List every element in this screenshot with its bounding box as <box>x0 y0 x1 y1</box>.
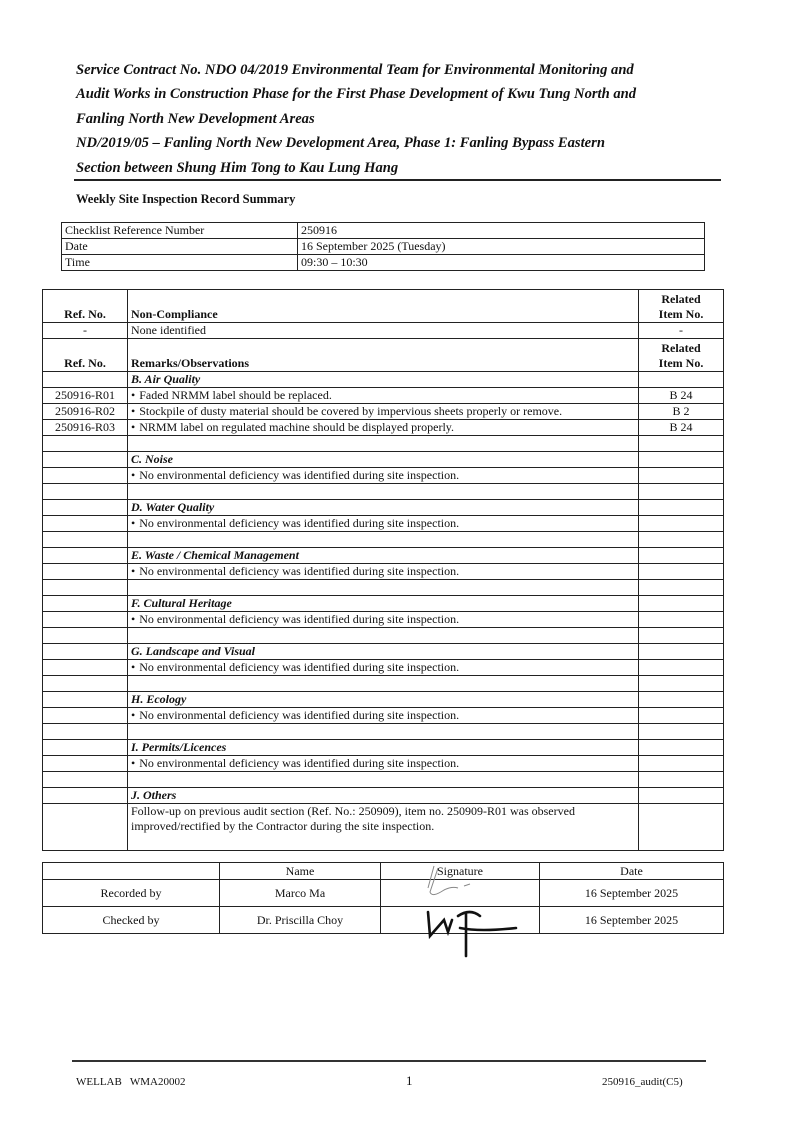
footer-divider <box>72 1060 706 1062</box>
empty-cell <box>43 740 128 756</box>
empty-cell <box>128 772 639 788</box>
section-title-row <box>43 548 724 564</box>
remark-cell <box>128 516 639 532</box>
empty-cell <box>639 804 724 851</box>
empty-cell <box>639 788 724 804</box>
empty-cell <box>43 644 128 660</box>
empty-cell <box>128 436 639 452</box>
empty-cell <box>639 500 724 516</box>
empty-cell <box>43 788 128 804</box>
item-cell <box>639 708 724 724</box>
item-cell: B 24 <box>639 388 724 404</box>
remarks-sections <box>43 372 724 788</box>
header-name: Name <box>220 863 381 880</box>
header-signature: Signature <box>381 863 540 880</box>
empty-cell <box>128 580 639 596</box>
remark-text: No environmental deficiency was identified during site inspection. <box>139 468 460 482</box>
empty-cell <box>128 676 639 692</box>
remark-row <box>43 612 724 628</box>
empty-cell <box>639 548 724 564</box>
empty-cell <box>639 772 724 788</box>
signature-cell <box>381 880 540 907</box>
bullet-icon <box>131 388 139 402</box>
info-label: Time <box>62 255 298 271</box>
section-title-row <box>43 692 724 708</box>
ref-cell <box>43 564 128 580</box>
info-row <box>62 255 705 271</box>
bullet-icon <box>131 708 139 722</box>
bullet-icon <box>131 420 139 434</box>
ref-cell: 250916-R01 <box>43 388 128 404</box>
info-row <box>62 223 705 239</box>
empty-cell <box>639 644 724 660</box>
bullet-icon <box>131 516 139 530</box>
empty-cell <box>43 532 128 548</box>
item-cell: B 2 <box>639 404 724 420</box>
empty-cell <box>639 596 724 612</box>
header-ref: Ref. No. <box>43 290 128 323</box>
signature-header-row <box>43 863 724 880</box>
bullet-icon <box>131 612 139 626</box>
ref-cell <box>43 468 128 484</box>
others-row <box>43 804 724 851</box>
spacer-row <box>43 532 724 548</box>
noncompliance-row <box>43 323 724 339</box>
signature-row <box>43 880 724 907</box>
header-related-item <box>639 339 724 372</box>
date-cell: 16 September 2025 <box>540 880 724 907</box>
section-title: B. Air Quality <box>128 372 639 388</box>
header-related-item <box>639 290 724 323</box>
remark-row <box>43 756 724 772</box>
empty-cell <box>639 484 724 500</box>
remarks-header <box>43 339 724 372</box>
item-cell <box>639 564 724 580</box>
remark-row <box>43 404 724 420</box>
spacer-row <box>43 724 724 740</box>
section-title-row <box>43 740 724 756</box>
section-title-row <box>43 452 724 468</box>
header-ref: Ref. No. <box>43 339 128 372</box>
empty-cell <box>639 724 724 740</box>
bullet-icon <box>131 468 139 482</box>
header-blank <box>43 863 220 880</box>
remark-text: Faded NRMM label should be replaced. <box>139 388 332 402</box>
empty-cell <box>639 372 724 388</box>
remark-text: NRMM label on regulated machine should be displayed properly. <box>139 420 455 434</box>
empty-cell <box>639 676 724 692</box>
empty-cell <box>43 692 128 708</box>
title-line: Service Contract No. NDO 04/2019 Environmental Team for Environmental Monitoring and <box>76 62 634 78</box>
remark-text: No environmental deficiency was identified during site inspection. <box>139 612 460 626</box>
signature-row <box>43 907 724 934</box>
footer-doc-ref: 250916_audit(C5) <box>602 1076 683 1088</box>
spacer-row <box>43 772 724 788</box>
ref-cell: 250916-R03 <box>43 420 128 436</box>
spacer-row <box>43 484 724 500</box>
header-related-line1: Related <box>661 292 701 306</box>
section-title: E. Waste / Chemical Management <box>128 548 639 564</box>
section-title: F. Cultural Heritage <box>128 596 639 612</box>
info-label: Date <box>62 239 298 255</box>
remark-row <box>43 468 724 484</box>
title-line: Fanling North New Development Areas <box>76 110 315 127</box>
remark-cell <box>128 660 639 676</box>
title-line: Audit Works in Construction Phase for the First Phase Development of Kwu Tung North and <box>76 86 637 103</box>
ref-cell: 250916-R02 <box>43 404 128 420</box>
item-cell <box>639 612 724 628</box>
info-value: 16 September 2025 (Tuesday) <box>298 239 705 255</box>
section-title: J. Others <box>128 788 639 804</box>
remark-text: No environmental deficiency was identified during site inspection. <box>139 660 460 674</box>
remark-text: Stockpile of dusty material should be covered by impervious sheets properly or remove. <box>139 404 563 418</box>
empty-cell <box>639 580 724 596</box>
spacer-row <box>43 676 724 692</box>
spacer-row <box>43 628 724 644</box>
remark-row <box>43 516 724 532</box>
bullet-icon <box>131 660 139 674</box>
empty-cell <box>43 724 128 740</box>
spacer-row <box>43 580 724 596</box>
remark-text: No environmental deficiency was identified during site inspection. <box>139 564 460 578</box>
empty-cell <box>43 804 128 851</box>
remark-row <box>43 420 724 436</box>
bullet-icon <box>131 756 139 770</box>
item-cell: B 24 <box>639 420 724 436</box>
empty-cell <box>43 628 128 644</box>
ref-cell <box>43 612 128 628</box>
others-text: Follow-up on previous audit section (Ref. No.: 250909), item no. 250909-R01 was observed improved/rectified by the Contractor during the site inspection. <box>128 804 639 851</box>
section-title: H. Ecology <box>128 692 639 708</box>
section-title-row <box>43 644 724 660</box>
empty-cell <box>43 500 128 516</box>
ref-cell <box>43 708 128 724</box>
footer-company: WELLAB WMA20002 <box>76 1076 186 1088</box>
header-divider <box>74 179 721 181</box>
empty-cell <box>43 484 128 500</box>
desc-cell: None identified <box>128 323 639 339</box>
header-remarks: Remarks/Observations <box>128 339 639 372</box>
empty-cell <box>639 740 724 756</box>
page-number: 1 <box>406 1073 413 1088</box>
section-title-row <box>43 500 724 516</box>
info-label: Checklist Reference Number <box>62 223 298 239</box>
empty-cell <box>639 532 724 548</box>
noncompliance-header <box>43 290 724 323</box>
remark-cell <box>128 388 639 404</box>
bullet-icon <box>131 564 139 578</box>
ref-cell <box>43 756 128 772</box>
remark-cell <box>128 564 639 580</box>
info-row <box>62 239 705 255</box>
info-table <box>61 222 705 271</box>
remark-cell <box>128 756 639 772</box>
empty-cell <box>43 436 128 452</box>
section-title-row <box>43 788 724 804</box>
remark-cell <box>128 708 639 724</box>
item-cell <box>639 660 724 676</box>
section-title-row <box>43 596 724 612</box>
remark-cell <box>128 612 639 628</box>
empty-cell <box>128 628 639 644</box>
name-cell: Marco Ma <box>220 880 381 907</box>
empty-cell <box>43 452 128 468</box>
section-title: G. Landscape and Visual <box>128 644 639 660</box>
ref-cell <box>43 660 128 676</box>
header-related-line2: Item No. <box>658 307 704 321</box>
item-cell <box>639 468 724 484</box>
remark-row <box>43 388 724 404</box>
date-cell: 16 September 2025 <box>540 907 724 934</box>
header-noncompliance: Non-Compliance <box>128 290 639 323</box>
remark-row <box>43 660 724 676</box>
remark-row <box>43 564 724 580</box>
ref-cell: - <box>43 323 128 339</box>
empty-cell <box>128 532 639 548</box>
info-value: 09:30 – 10:30 <box>298 255 705 271</box>
title-line: ND/2019/05 – Fanling North New Development Area, Phase 1: Fanling Bypass Eastern <box>76 135 605 152</box>
header-date: Date <box>540 863 724 880</box>
empty-cell <box>128 484 639 500</box>
item-cell <box>639 516 724 532</box>
item-cell <box>639 756 724 772</box>
empty-cell <box>43 596 128 612</box>
empty-cell <box>43 676 128 692</box>
bullet-icon <box>131 404 139 418</box>
section-title: C. Noise <box>128 452 639 468</box>
item-cell: - <box>639 323 724 339</box>
remark-row <box>43 708 724 724</box>
empty-cell <box>639 628 724 644</box>
empty-cell <box>639 692 724 708</box>
remark-text: No environmental deficiency was identified during site inspection. <box>139 756 460 770</box>
remark-cell <box>128 420 639 436</box>
remark-cell <box>128 468 639 484</box>
name-cell: Dr. Priscilla Choy <box>220 907 381 934</box>
empty-cell <box>43 772 128 788</box>
header-related-line1: Related <box>661 341 701 355</box>
section-title: I. Permits/Licences <box>128 740 639 756</box>
spacer-row <box>43 436 724 452</box>
section-title: D. Water Quality <box>128 500 639 516</box>
signature-table <box>42 862 724 934</box>
header-related-line2: Item No. <box>658 356 704 370</box>
empty-cell <box>43 548 128 564</box>
empty-cell <box>128 724 639 740</box>
section-title-row <box>43 372 724 388</box>
remark-text: No environmental deficiency was identified during site inspection. <box>139 516 460 530</box>
ref-cell <box>43 516 128 532</box>
inspection-table <box>42 289 724 851</box>
remark-text: No environmental deficiency was identified during site inspection. <box>139 708 460 722</box>
remark-cell <box>128 404 639 420</box>
signature-cell <box>381 907 540 934</box>
empty-cell <box>639 436 724 452</box>
section-subtitle: Weekly Site Inspection Record Summary <box>76 192 296 206</box>
empty-cell <box>43 580 128 596</box>
document-title <box>76 58 716 180</box>
title-line: Section between Shung Him Tong to Kau Lung Hang <box>76 159 399 176</box>
info-value: 250916 <box>298 223 705 239</box>
empty-cell <box>639 452 724 468</box>
role-cell: Recorded by <box>43 880 220 907</box>
empty-cell <box>43 372 128 388</box>
role-cell: Checked by <box>43 907 220 934</box>
